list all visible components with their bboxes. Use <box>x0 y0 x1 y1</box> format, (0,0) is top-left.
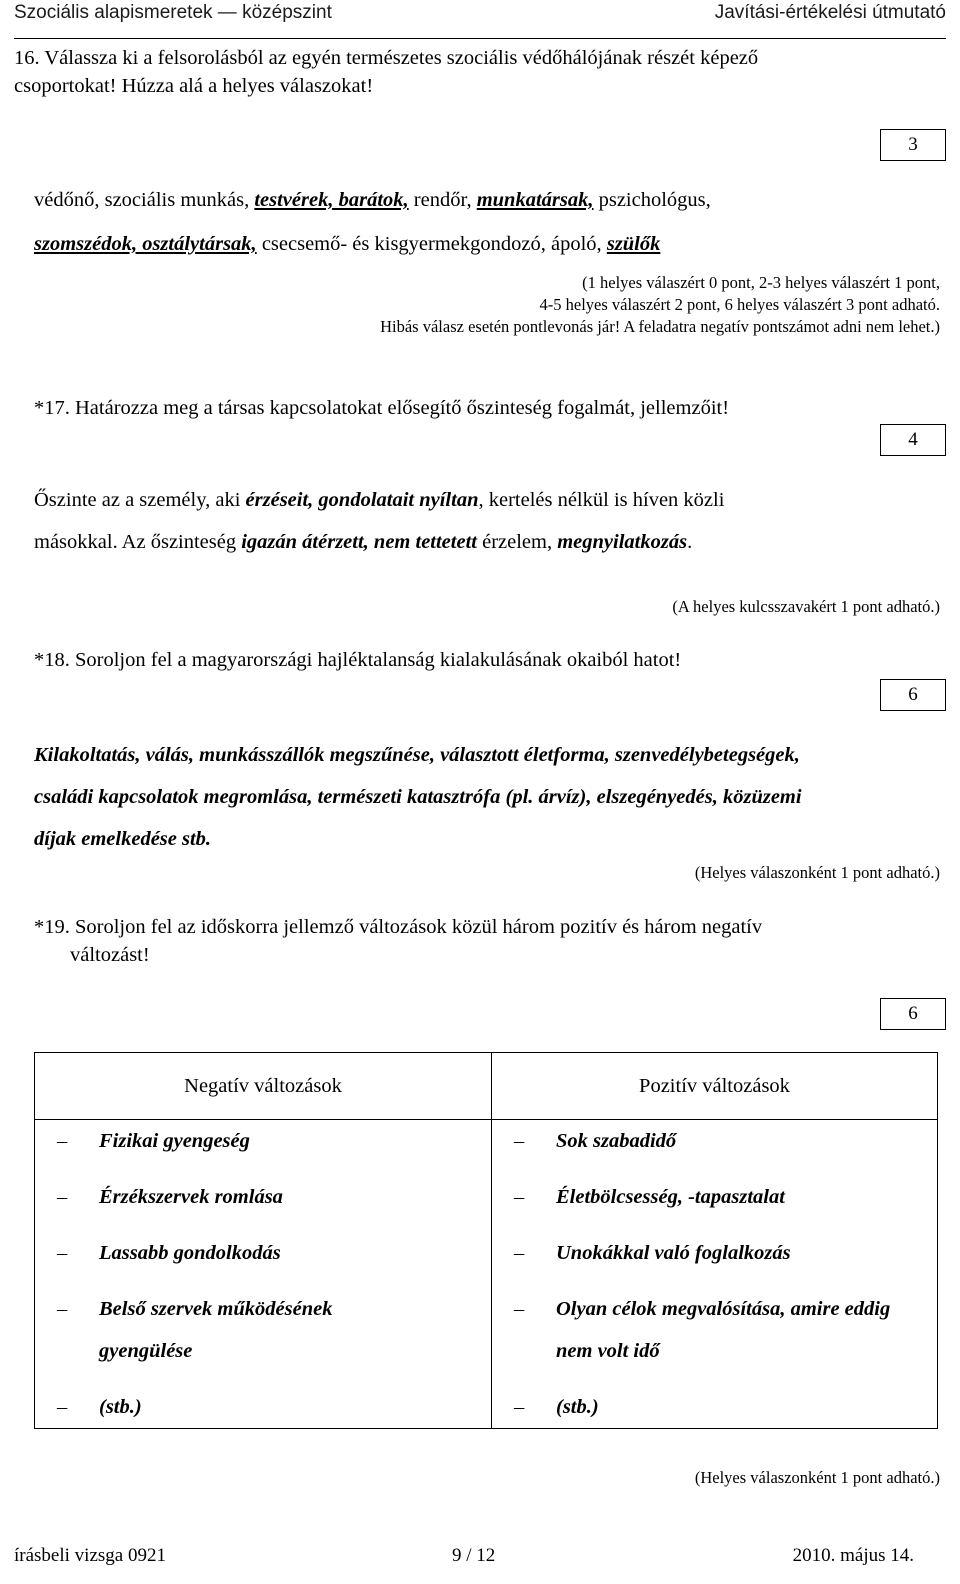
q16-score-box: 3 <box>880 129 946 161</box>
list-item: – Sok szabadidő <box>514 1130 677 1152</box>
positive-header: Pozitív változások <box>492 1053 938 1120</box>
q18-score-box: 6 <box>880 679 946 711</box>
q18-scoring-note: (Helyes válaszonként 1 pont adható.) <box>694 863 940 882</box>
q17-score-box: 4 <box>880 424 946 456</box>
negative-header: Negatív változások <box>35 1053 492 1120</box>
list-item: – Unokákkal való foglalkozás <box>514 1242 791 1264</box>
list-item: – Belső szervek működésének gyengülése <box>57 1298 333 1362</box>
q17-question: *17. Határozza meg a társas kapcsolatokat elősegítő őszinteség fogalmát, jellemzőit! <box>34 397 730 419</box>
list-item: – Életbölcsesség, -tapasztalat <box>514 1186 785 1208</box>
list-item: – Olyan célok megvalósítása, amire eddig nem volt idő <box>514 1298 891 1362</box>
list-item: – Lassabb gondolkodás <box>57 1242 281 1264</box>
positive-column <box>492 1120 938 1429</box>
footer-exam-code: írásbeli vizsga 0921 <box>14 1545 166 1566</box>
footer-page-number: 9 / 12 <box>452 1545 496 1566</box>
q19-question: *19. Soroljon fel az időskorra jellemző változások közül három pozitív és három negatív változást! <box>34 916 763 966</box>
q19-scoring-note: (Helyes válaszonként 1 pont adható.) <box>694 1468 940 1487</box>
q16-question: 16. Válassza ki a felsorolásból az egyén természetes szociális védőhálójának részét képező csoportokat! Húzza alá a helyes válaszokat! <box>14 47 759 97</box>
footer-date: 2010. május 14. <box>792 1545 914 1566</box>
q16-options: védőnő, szociális munkás, testvérek, barátok, rendőr, munkatársak, pszichológus, <box>34 189 711 211</box>
list-item: – (stb.) <box>514 1396 599 1418</box>
q19-score-box: 6 <box>880 998 946 1030</box>
list-item: – Érzékszervek romlása <box>57 1186 283 1208</box>
q17-answer: Őszinte az a személy, aki érzéseit, gondolatait nyíltan, kertelés nélkül is híven közli másokkal. Az őszinteség igazán átérzett, nem tettetett érzelem, megnyilatkozás. <box>34 489 725 553</box>
q18-question: *18. Soroljon fel a magyarországi hajléktalanság kialakulásának okaiból hatot! <box>34 649 682 671</box>
q18-answer: Kilakoltatás, válás, munkásszállók megszűnése, választott életforma, szenvedélybetegségek, családi kapcsolatok megromlása, természeti katasztrófa (pl. árvíz), elszegényedés, közüzemi díjak emelkedése stb. <box>34 744 802 850</box>
negative-column <box>35 1120 492 1429</box>
header-subject: Szociális alapismeretek — középszint <box>14 2 332 23</box>
list-item: – (stb.) <box>57 1396 142 1418</box>
changes-table <box>34 1052 938 1429</box>
q16-scoring-note: (1 helyes válaszért 0 pont, 2-3 helyes válaszért 1 pont, 4-5 helyes válaszért 2 pont, 6 helyes válaszért 3 pont adható. Hibás válasz esetén pontlevonás jár! A feladatra negatív pontszámot adni nem lehet.) <box>380 273 940 336</box>
header-guide-title: Javítási-értékelési útmutató <box>714 2 946 23</box>
header-divider <box>14 38 946 39</box>
q16-options-line2: szomszédok, osztálytársak, csecsemő- és kisgyermekgondozó, ápoló, szülők <box>34 233 661 255</box>
list-item: – Fizikai gyengeség <box>57 1130 250 1152</box>
q17-scoring-note: (A helyes kulcsszavakért 1 pont adható.) <box>672 597 940 616</box>
